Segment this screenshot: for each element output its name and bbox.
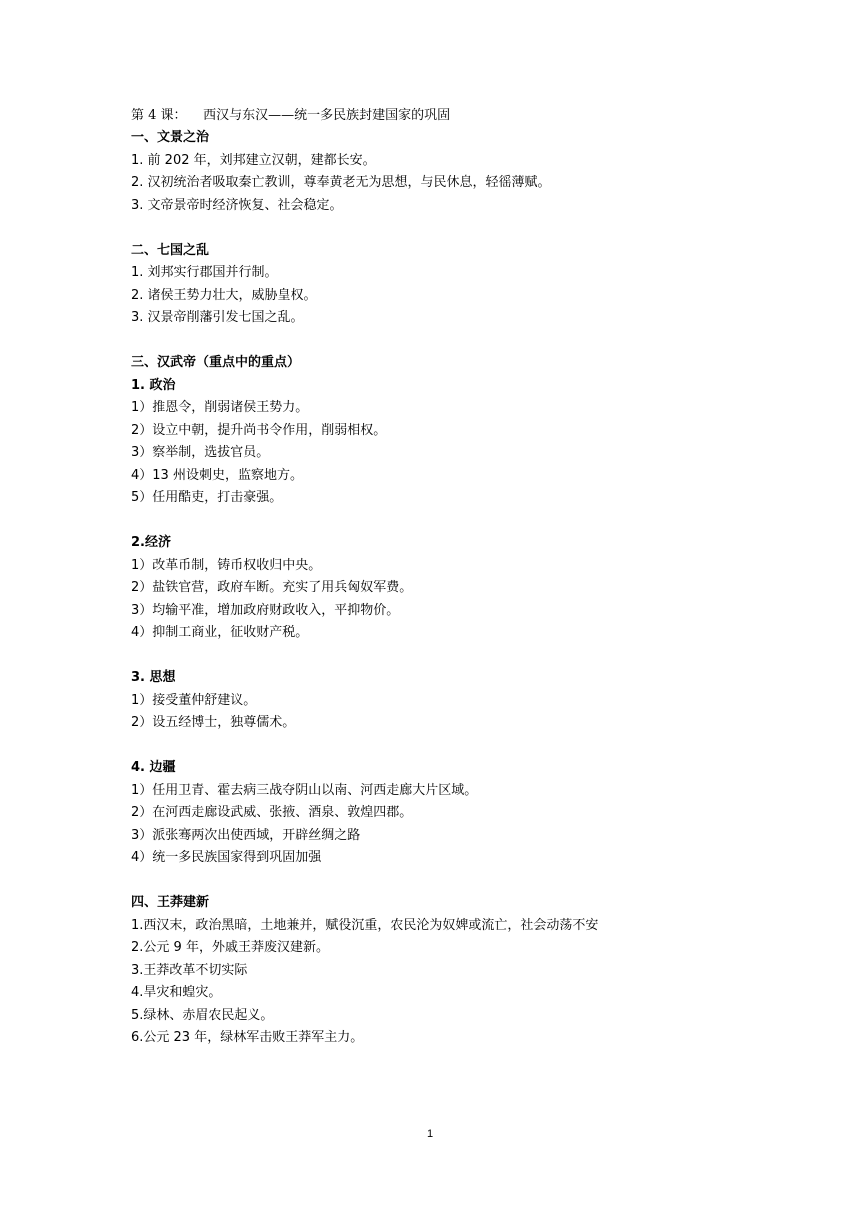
list-item: 3.王莽改革不切实际 [131,962,248,978]
list-item: 4.旱灾和蝗灾。 [131,985,222,1000]
list-item: 2.公元 9 年，外戚王莽废汉建新。 [131,940,329,955]
list-item: 3）派张骞两次出使西域，开辟丝绸之路 [131,827,361,843]
list-item: 1）改革币制，铸币权收归中央。 [131,557,322,573]
section-heading-wenjing: 一、文景之治 [131,130,210,145]
paragraph-gap [131,645,731,668]
list-item: 1. 刘邦实行郡国并行制。 [131,265,278,280]
paragraph-gap [131,870,731,893]
paragraph-gap [131,330,731,353]
list-item: 3. 文帝景帝时经济恢复、社会稳定。 [131,197,343,213]
list-item: 6.公元 23 年，绿林军击败王莽军主力。 [131,1030,364,1045]
list-item: 1. 前 202 年，刘邦建立汉朝，建都长安。 [131,152,376,168]
list-item: 1）推恩令，削弱诸侯王势力。 [131,400,309,415]
list-item: 2）在河西走廊设武威、张掖、酒泉、敦煌四郡。 [131,805,413,820]
list-item: 2）设立中朝，提升尚书令作用，削弱相权。 [131,422,387,438]
list-item: 2. 诸侯王势力壮大，威胁皇权。 [131,287,317,303]
paragraph-gap [131,510,731,533]
subsection-heading-frontier: 4. 边疆 [131,760,176,775]
list-item: 1）任用卫青、霍去病三战夺阴山以南、河西走廊大片区域。 [131,782,478,798]
list-item: 3）均输平准，增加政府财政收入，平抑物价。 [131,602,400,618]
subsection-heading-thought: 3. 思想 [131,670,176,685]
section-heading-wangmang: 四、王莽建新 [131,895,210,910]
list-item: 4）统一多民族国家得到巩固加强 [131,850,322,865]
list-item: 3. 汉景帝削藩引发七国之乱。 [131,310,304,325]
lesson-title: 第 4 课： 西汉与东汉——统一多民族封建国家的巩固 [131,108,451,123]
section-heading-qiguo: 二、七国之乱 [131,242,210,258]
subsection-heading-politics: 1. 政治 [131,377,176,393]
paragraph-gap [131,735,731,758]
list-item: 5）任用酷吏，打击豪强。 [131,490,283,505]
list-item: 2. 汉初统治者吸取秦亡教训，尊奉黄老无为思想，与民休息，轻徭薄赋。 [131,175,551,190]
list-item: 2）设五经博士，独尊儒术。 [131,715,296,730]
list-item: 1）接受董仲舒建议。 [131,692,257,708]
document-body [131,105,731,1050]
subsection-heading-economy: 2.经济 [131,535,171,550]
list-item: 1.西汉末，政治黑暗，土地兼并，赋役沉重，农民沦为奴婢或流亡，社会动荡不安 [131,917,599,933]
list-item: 2）盐铁官营，政府车断。充实了用兵匈奴军费。 [131,580,413,595]
page-number: 1 [426,1128,434,1140]
section-heading-wudi: 三、汉武帝（重点中的重点） [131,355,301,370]
list-item: 3）察举制，选拔官员。 [131,445,270,460]
paragraph-gap [131,217,731,240]
list-item: 4）13 州设刺史，监察地方。 [131,467,303,483]
list-item: 5.绿林、赤眉农民起义。 [131,1007,274,1023]
list-item: 4）抑制工商业，征收财产税。 [131,625,309,640]
